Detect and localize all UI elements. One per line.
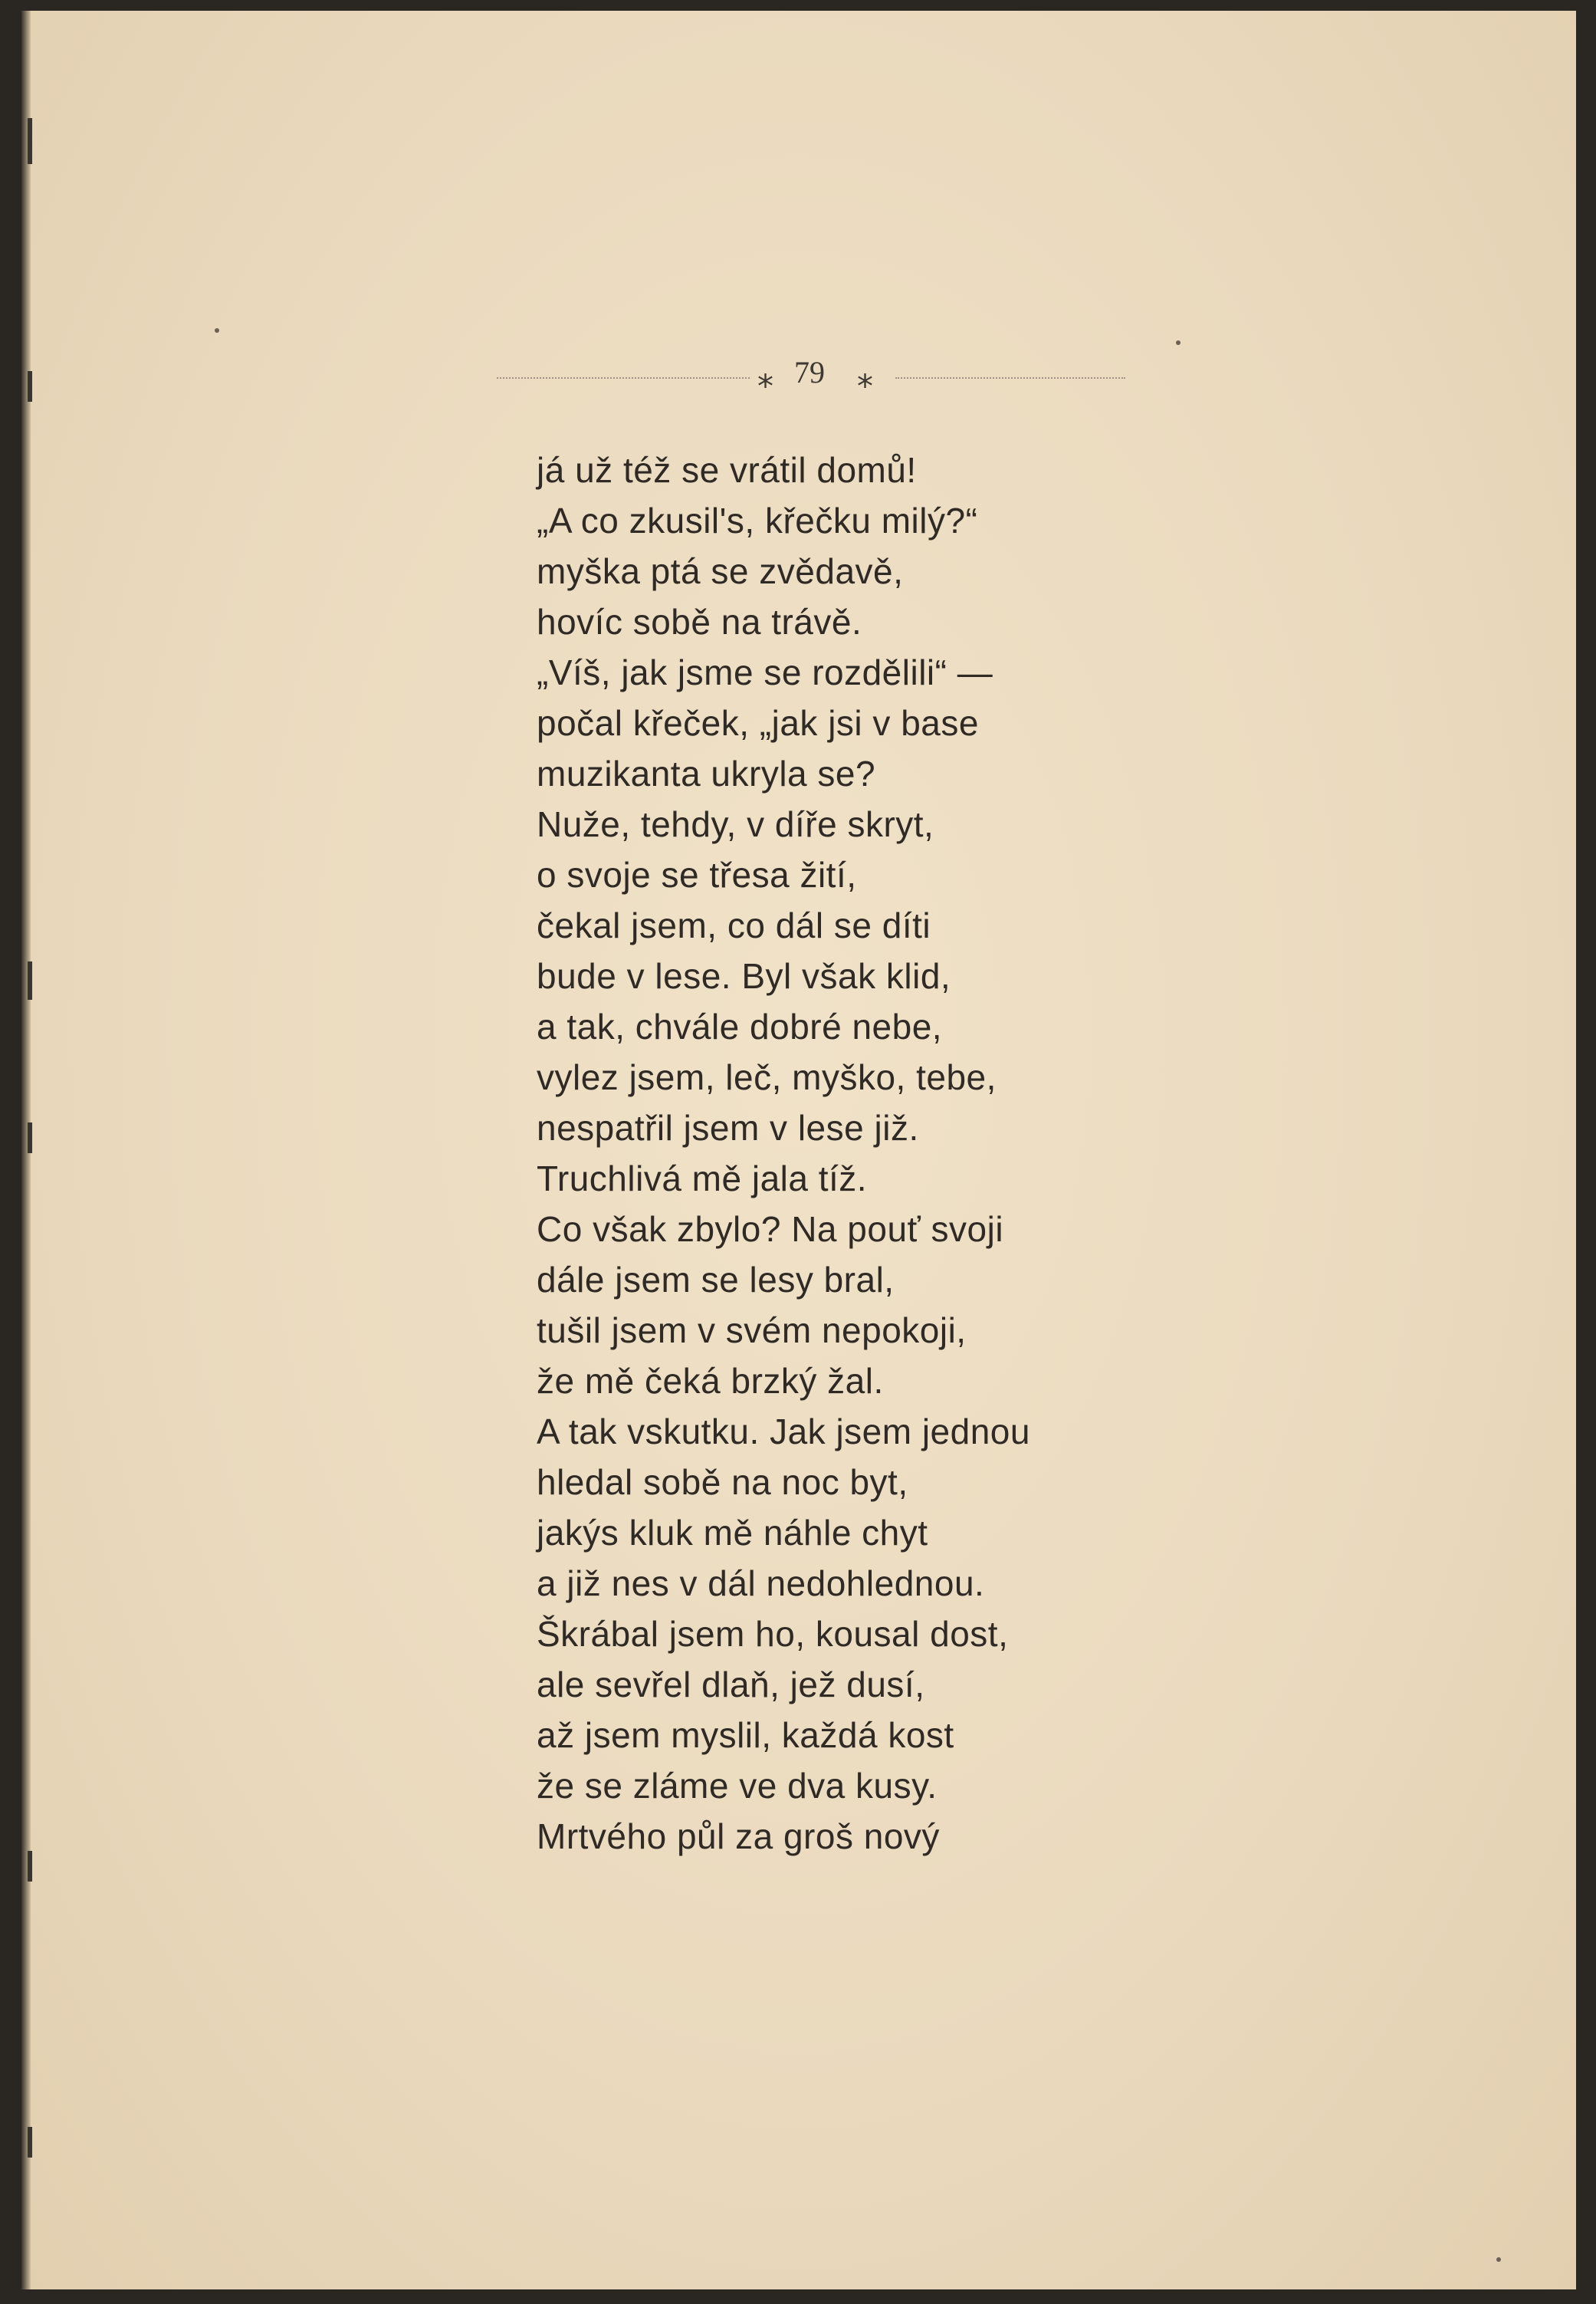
poem-line: Co však zbylo? Na pouť svoji xyxy=(537,1209,1004,1249)
poem-line: muzikanta ukryla se? xyxy=(537,754,876,794)
poem-line: vylez jsem, leč, myško, tebe, xyxy=(537,1057,997,1097)
poem-line: bude v lese. Byl však klid, xyxy=(537,956,951,996)
spine-mark xyxy=(28,371,32,402)
paper-speck xyxy=(1176,340,1181,345)
header-rule-right xyxy=(895,377,1125,379)
poem-line: Truchlivá mě jala tíž. xyxy=(537,1159,868,1198)
book-page xyxy=(21,11,1576,2289)
poem-line: dále jsem se lesy bral, xyxy=(537,1260,895,1300)
spine-mark xyxy=(28,961,32,1000)
poem-line: hovíc sobě na trávě. xyxy=(537,602,862,642)
poem-line: jakýs kluk mě náhle chyt xyxy=(537,1513,928,1553)
spine-mark xyxy=(28,1122,32,1153)
header-ornament-left: ⁎ xyxy=(757,360,773,395)
spine-mark xyxy=(28,1851,32,1882)
poem-line: já už též se vrátil domů! xyxy=(537,450,917,490)
header-ornament-right: ⁎ xyxy=(857,360,873,395)
paper-speck xyxy=(215,328,219,333)
page-number: 79 xyxy=(794,355,825,389)
poem-line: o svoje se třesa žití, xyxy=(537,855,857,895)
poem-line: že se zláme ve dva kusy. xyxy=(537,1766,938,1806)
poem-text xyxy=(537,445,1380,1862)
spine-mark xyxy=(28,118,32,164)
poem-line: A tak vskutku. Jak jsem jednou xyxy=(537,1412,1030,1451)
poem-line: „A co zkusil's, křečku milý?“ xyxy=(537,501,978,541)
poem-line: čekal jsem, co dál se díti xyxy=(537,905,931,945)
poem-line: tušil jsem v svém nepokoji, xyxy=(537,1310,967,1350)
header-rule-left xyxy=(497,377,750,379)
poem-line: myška ptá se zvědavě, xyxy=(537,551,904,591)
poem-line: a již nes v dál nedohlednou. xyxy=(537,1563,985,1603)
poem-line: a tak, chvále dobré nebe, xyxy=(537,1007,943,1047)
poem-line: Nuže, tehdy, v díře skryt, xyxy=(537,804,934,844)
poem-line: až jsem myslil, každá kost xyxy=(537,1715,954,1755)
page-header xyxy=(497,354,1141,400)
poem-line: ale sevřel dlaň, jež dusí, xyxy=(537,1665,925,1704)
poem-line: hledal sobě na noc byt, xyxy=(537,1462,908,1502)
poem-line: Škrábal jsem ho, kousal dost, xyxy=(537,1614,1009,1654)
poem-line: „Víš, jak jsme se rozdělili“ — xyxy=(537,652,993,692)
spine-mark xyxy=(28,2127,32,2158)
poem-line: že mě čeká brzký žal. xyxy=(537,1361,884,1401)
poem-line: nespatřil jsem v lese již. xyxy=(537,1108,919,1148)
poem-line: počal křeček, „jak jsi v base xyxy=(537,703,979,743)
poem-line: Mrtvého půl za groš nový xyxy=(537,1816,940,1856)
paper-speck xyxy=(1496,2257,1501,2262)
